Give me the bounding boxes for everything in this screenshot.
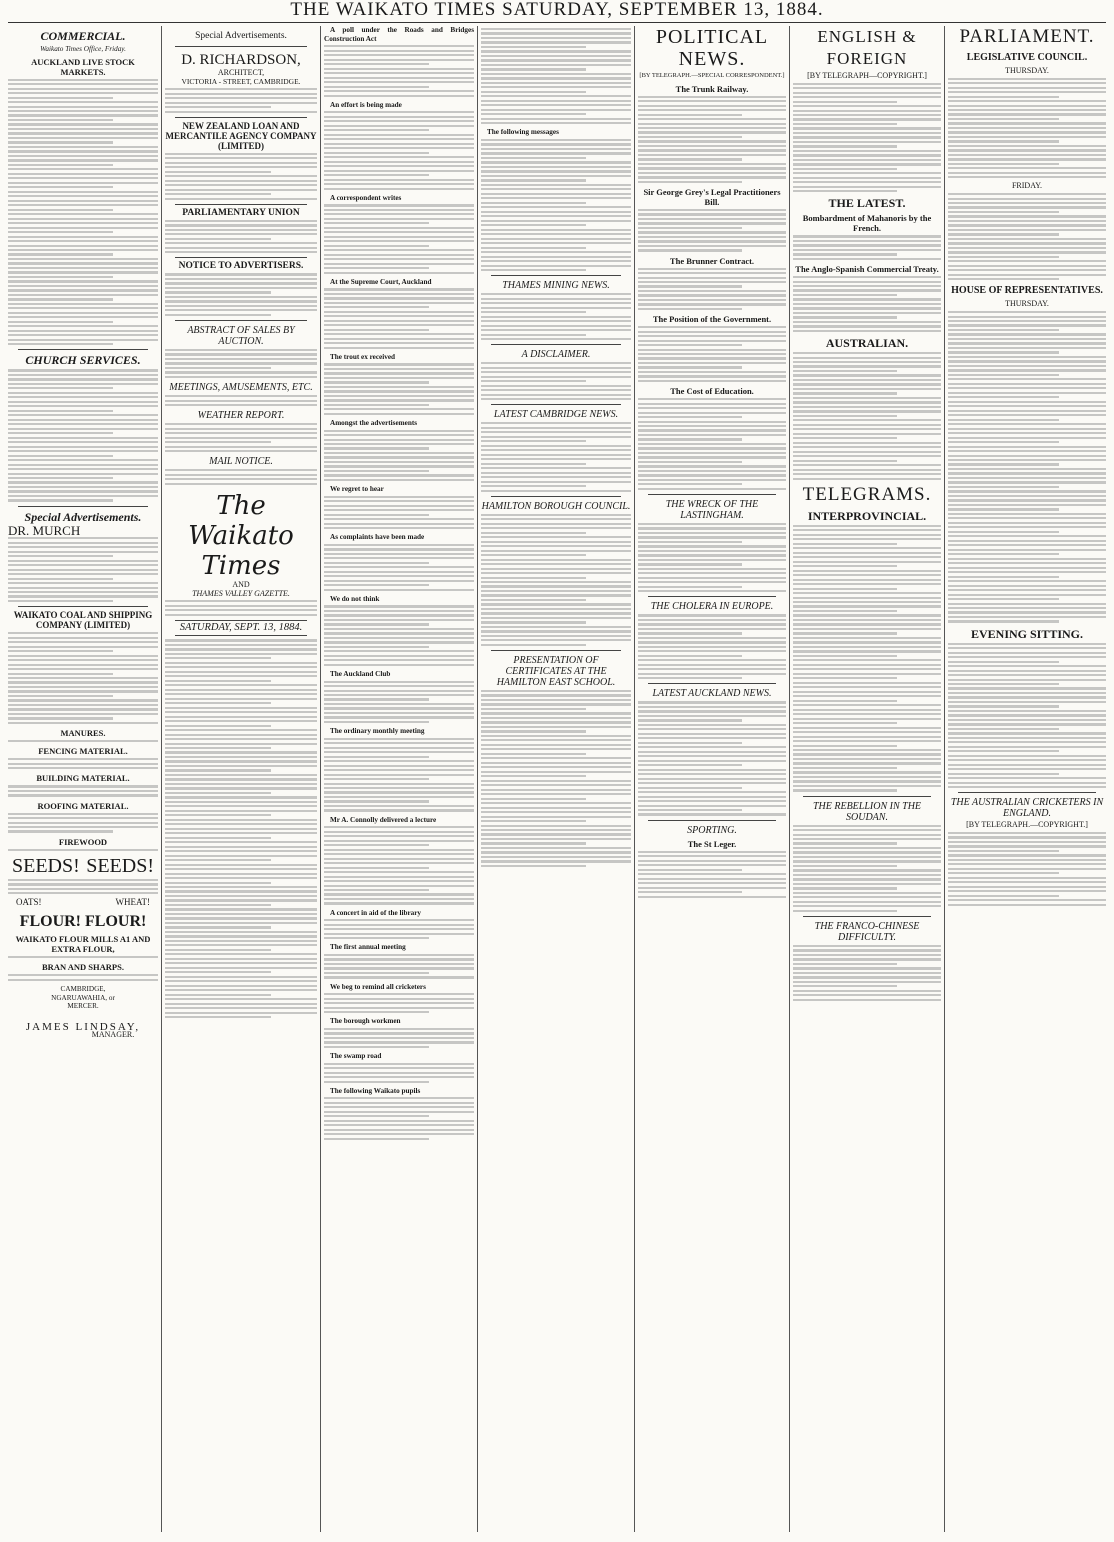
text-placeholder	[324, 954, 474, 979]
dr-murch: DR. MURCH	[8, 522, 81, 538]
place-cambridge: CAMBRIDGE,	[60, 984, 106, 993]
text-placeholder	[165, 220, 317, 254]
signature: JAMES LINDSAY,	[25, 1020, 141, 1033]
column-separator	[161, 26, 162, 1532]
bran-heading: BRAN AND SHARPS.	[42, 962, 124, 973]
text-placeholder	[638, 523, 786, 592]
column-separator	[634, 26, 635, 1532]
text-placeholder	[324, 496, 474, 530]
divider	[491, 275, 621, 276]
telegrams-heading: TELEGRAMS.	[802, 483, 932, 505]
building-heading: BUILDING MATERIAL.	[36, 773, 130, 784]
divider	[491, 404, 621, 405]
text-placeholder	[165, 600, 317, 616]
divider	[803, 796, 931, 797]
meetings-heading: MEETINGS, AMUSEMENTS, ETC.	[169, 382, 313, 394]
paper-subtitle: THAMES VALLEY GAZETTE.	[192, 588, 290, 598]
text-placeholder	[8, 758, 158, 769]
english-subhead: [BY TELEGRAPH—COPYRIGHT.]	[807, 71, 927, 80]
nz-loan-heading: NEW ZEALAND LOAN AND MERCANTILE AGENCY COMPANY (LIMITED)	[165, 120, 317, 151]
commercial-subtitle: Waikato Times Office, Friday.	[40, 45, 126, 53]
hamilton-heading: HAMILTON BOROUGH COUNCIL.	[481, 500, 631, 512]
text-placeholder	[8, 956, 158, 958]
para-head: The trout ex received	[330, 352, 396, 361]
divider	[18, 349, 148, 350]
text-placeholder	[793, 235, 941, 260]
political-subhead: [BY TELEGRAPH.—SPECIAL CORRESPONDENT.]	[639, 72, 785, 79]
masthead: THE WAIKATO TIMES SATURDAY, SEPTEMBER 13, 1884.	[290, 0, 824, 20]
text-placeholder	[638, 268, 786, 311]
text-placeholder	[324, 45, 474, 97]
text-placeholder	[8, 879, 158, 895]
para-head: Amongst the advertisements	[330, 418, 418, 427]
text-placeholder	[324, 605, 474, 665]
text-placeholder	[8, 974, 158, 981]
para-head: The following Waikato pupils	[330, 1086, 421, 1095]
column-separator	[320, 26, 321, 1532]
text-placeholder	[793, 525, 941, 792]
seeds-row	[12, 855, 154, 877]
divider	[175, 204, 307, 205]
column-foreign-news	[793, 26, 941, 1534]
place-mercer: MERCER.	[67, 1002, 99, 1011]
divider	[18, 606, 148, 607]
text-placeholder	[324, 826, 474, 904]
manures-heading: MANURES.	[60, 728, 106, 739]
cricketers-subhead: [BY TELEGRAPH.—COPYRIGHT.]	[966, 820, 1088, 830]
text-placeholder	[793, 83, 941, 193]
text-placeholder	[165, 349, 317, 378]
divider	[648, 494, 776, 495]
column-separator	[789, 26, 790, 1532]
column-local-news	[324, 26, 474, 1534]
legislative-heading: LEGISLATIVE COUNCIL.	[966, 52, 1088, 63]
seeds-right: SEEDS!	[86, 854, 154, 877]
notice-heading: NOTICE TO ADVERTISERS.	[178, 261, 304, 272]
text-placeholder	[948, 193, 1106, 280]
divider	[491, 344, 621, 345]
column-ads	[165, 26, 317, 1534]
firewood-heading: FIREWOOD	[58, 836, 108, 847]
text-placeholder	[165, 395, 317, 406]
text-placeholder	[324, 363, 474, 415]
position-heading: The Position of the Government.	[652, 314, 772, 325]
text-placeholder	[481, 514, 631, 646]
st-leger-heading: The St Leger.	[687, 838, 737, 849]
paper-and: AND	[232, 579, 250, 589]
presentation-heading: PRESENTATION OF CERTIFICATES AT THE HAMILTON EAST SCHOOL.	[496, 654, 616, 688]
column-parliament	[948, 26, 1106, 1534]
text-placeholder	[638, 96, 786, 183]
para-head: A poll under the Roads and Bridges Construction Act	[324, 26, 474, 43]
thursday-heading: THURSDAY.	[1005, 66, 1049, 75]
text-placeholder	[8, 849, 158, 851]
roofing-heading: ROOFING MATERIAL.	[37, 800, 129, 811]
parliamentary-union-heading: PARLIAMENTARY UNION	[182, 207, 300, 218]
para-head: We do not think	[330, 594, 380, 603]
sporting-heading: SPORTING.	[687, 824, 737, 836]
text-placeholder	[638, 398, 786, 490]
divider	[648, 596, 776, 597]
divider	[175, 320, 307, 321]
text-placeholder	[481, 362, 631, 400]
para-head: As complaints have been made	[330, 533, 425, 542]
para-head: The ordinary monthly meeting	[330, 727, 425, 736]
wreck-heading: THE WRECK OF THE LASTINGHAM.	[665, 498, 759, 521]
parliament-heading: PARLIAMENT.	[959, 26, 1095, 47]
text-placeholder	[638, 209, 786, 252]
text-placeholder	[481, 422, 631, 491]
oats-wheat-row	[16, 898, 150, 907]
grey-heading: Sir George Grey's Legal Practitioners Bill.	[643, 186, 781, 207]
divider	[958, 792, 1096, 793]
flour-heading: FLOUR! FLOUR!	[19, 913, 147, 931]
house-thursday: THURSDAY.	[1005, 299, 1049, 309]
friday-heading: FRIDAY.	[1011, 181, 1042, 191]
divider	[648, 683, 776, 684]
cricketers-heading: THE AUSTRALIAN CRICKETERS IN ENGLAND.	[950, 797, 1104, 820]
para-head: A correspondent writes	[330, 193, 402, 202]
text-placeholder	[481, 293, 631, 340]
text-placeholder	[8, 740, 158, 742]
text-placeholder	[793, 352, 941, 480]
column-separator	[477, 26, 478, 1532]
para-head: An effort is being made	[330, 100, 402, 109]
text-placeholder	[324, 288, 474, 348]
house-heading: HOUSE OF REPRESENTATIVES.	[951, 285, 1103, 297]
editorial-date: SATURDAY, SEPT. 13, 1884.	[179, 621, 303, 633]
text-placeholder	[8, 785, 158, 796]
text-placeholder	[165, 153, 317, 200]
para-head: The following messages	[487, 128, 559, 137]
text-placeholder	[8, 632, 158, 724]
english-foreign-heading: ENGLISH & FOREIGN	[817, 27, 917, 68]
thames-heading: THAMES MINING NEWS.	[502, 280, 610, 292]
text-placeholder	[324, 919, 474, 939]
text-placeholder	[948, 78, 1106, 179]
para-head: The Auckland Club	[330, 669, 391, 678]
franco-heading: THE FRANCO-CHINESE DIFFICULTY.	[814, 920, 920, 943]
signature-title: MANAGER.	[91, 1030, 135, 1040]
text-placeholder	[8, 537, 158, 602]
text-placeholder	[948, 832, 1106, 906]
disclaimer-heading: A DISCLAIMER.	[521, 349, 591, 361]
text-placeholder	[481, 28, 631, 124]
text-placeholder	[638, 614, 786, 679]
paper-title: The Waikato Times	[188, 490, 294, 581]
auckland-heading: LATEST AUCKLAND NEWS.	[652, 688, 772, 700]
anglo-heading: The Anglo-Spanish Commercial Treaty.	[795, 264, 939, 275]
text-placeholder	[793, 825, 941, 912]
waikato-coal: WAIKATO COAL AND SHIPPING COMPANY (LIMITED)	[13, 610, 153, 631]
text-placeholder	[324, 1097, 474, 1140]
divider	[175, 117, 307, 118]
text-placeholder	[948, 311, 1106, 623]
text-placeholder	[165, 423, 317, 452]
text-placeholder	[324, 993, 474, 1013]
cost-heading: The Cost of Education.	[670, 386, 754, 397]
bombardment-heading: Bombardment of Mahanoris by the French.	[802, 213, 932, 234]
brunner-heading: The Brunner Contract.	[669, 255, 755, 266]
text-placeholder	[324, 430, 474, 482]
divider	[175, 620, 307, 621]
rebellion-heading: THE REBELLION IN THE SOUDAN.	[812, 800, 922, 823]
australian-heading: AUSTRALIAN.	[825, 336, 909, 351]
architect-address: VICTORIA - STREET, CAMBRIDGE.	[181, 76, 301, 86]
fencing-heading: FENCING MATERIAL.	[38, 746, 128, 757]
divider	[803, 916, 931, 917]
divider	[175, 46, 307, 47]
flour-mills: WAIKATO FLOUR MILLS A1 AND EXTRA FLOUR,	[15, 934, 151, 955]
market-heading: AUCKLAND LIVE STOCK MARKETS.	[31, 56, 135, 77]
text-placeholder	[8, 79, 158, 346]
commercial-heading: COMMERCIAL.	[40, 29, 126, 43]
column-regional-news	[481, 26, 631, 1534]
trunk-heading: The Trunk Railway.	[675, 83, 749, 94]
text-placeholder	[8, 369, 158, 501]
text-placeholder	[638, 701, 786, 815]
evening-heading: EVENING SITTING.	[970, 626, 1084, 641]
text-placeholder	[165, 273, 317, 316]
place-ngaruawahia: NGARUAWAHIA, or	[51, 993, 115, 1002]
text-placeholder	[324, 544, 474, 591]
cambridge-heading: LATEST CAMBRIDGE NEWS.	[493, 409, 619, 421]
abstract-heading: ABSTRACT OF SALES BY AUCTION.	[187, 324, 295, 347]
para-head: Mr A. Connolly delivered a lecture	[330, 815, 437, 824]
para-head: The borough workmen	[330, 1017, 401, 1026]
text-placeholder	[165, 469, 317, 485]
text-placeholder	[324, 738, 474, 812]
divider	[648, 820, 776, 821]
text-placeholder	[638, 326, 786, 382]
text-placeholder	[324, 681, 474, 724]
text-placeholder	[793, 276, 941, 332]
special-ads-heading-2: Special Advertisements.	[195, 31, 287, 41]
text-placeholder	[324, 1063, 474, 1083]
seeds-left: SEEDS!	[12, 854, 80, 877]
para-head: At the Supreme Court, Auckland	[330, 277, 432, 286]
church-heading: CHURCH SERVICES.	[25, 353, 141, 368]
latest-heading: THE LATEST.	[828, 196, 906, 211]
cholera-heading: THE CHOLERA IN EUROPE.	[650, 601, 774, 613]
interprovincial-heading: INTERPROVINCIAL.	[807, 508, 927, 523]
divider	[491, 496, 621, 497]
wheat: WHEAT!	[115, 897, 150, 908]
divider	[491, 650, 621, 651]
column-commercial	[8, 26, 158, 1534]
column-political-news	[638, 26, 786, 1534]
architect-title: ARCHITECT,	[217, 68, 265, 77]
text-placeholder	[481, 139, 631, 271]
political-news-heading: POLITICAL NEWS.	[655, 26, 769, 70]
para-head: A concert in aid of the library	[330, 908, 422, 917]
text-placeholder	[793, 945, 941, 1001]
masthead-rule	[8, 22, 1106, 23]
text-placeholder	[8, 813, 158, 833]
weather-heading: WEATHER REPORT.	[197, 410, 285, 422]
oats: OATS!	[16, 897, 42, 908]
richardson-name: D. RICHARDSON,	[181, 52, 301, 68]
divider	[175, 635, 307, 636]
para-head: We beg to remind all cricketers	[330, 982, 426, 991]
text-placeholder	[165, 88, 317, 113]
column-separator	[944, 26, 945, 1532]
special-ads-heading: Special Advertisements.	[24, 509, 142, 524]
mail-heading: MAIL NOTICE.	[209, 456, 273, 468]
divider	[175, 257, 307, 258]
para-head: The first annual meeting	[330, 943, 406, 952]
text-placeholder	[638, 851, 786, 898]
divider	[18, 506, 148, 507]
text-placeholder	[481, 690, 631, 867]
para-head: The swamp road	[330, 1051, 382, 1060]
text-placeholder	[948, 643, 1106, 789]
para-head: We regret to hear	[330, 485, 384, 494]
text-placeholder	[165, 639, 317, 1018]
text-placeholder	[324, 1028, 474, 1048]
text-placeholder	[324, 111, 474, 189]
text-placeholder	[324, 204, 474, 273]
